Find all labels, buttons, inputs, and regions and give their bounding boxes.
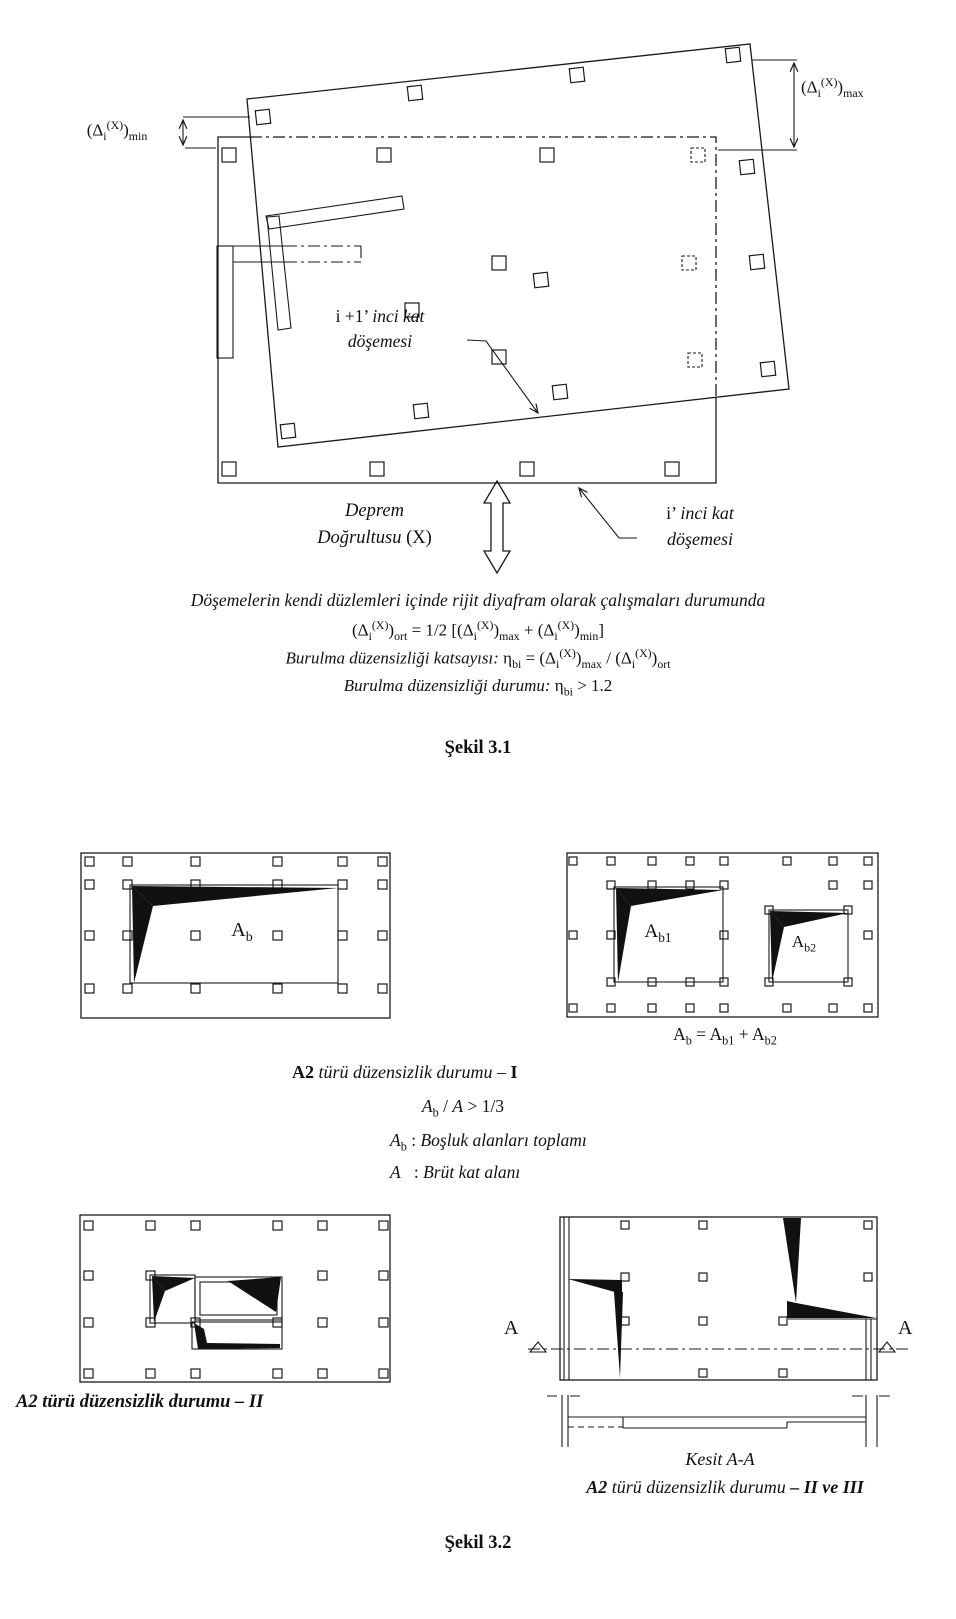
plan-a2-ii-iii xyxy=(528,1217,908,1380)
sekil-3-1-plan-figure xyxy=(183,44,797,573)
floor-plan-outline xyxy=(80,1215,390,1382)
figure-caption-3-2: Şekil 3.2 xyxy=(444,1533,512,1553)
opening-area-2-label: $A_{b2}$ xyxy=(791,932,817,955)
earthquake-direction-label: Deprem Doğrultusu (X) xyxy=(317,501,432,548)
earthquake-direction-arrow xyxy=(484,481,510,573)
case-ii-title: A2 türü düzensizlik durumu – II xyxy=(16,1392,264,1412)
floor-plan-outline xyxy=(560,1217,877,1380)
case-ii-iii-title: A2 türü düzensizlik durumu – II ve III xyxy=(586,1477,864,1497)
dimension-label-min: $(\Delta_i^{(X)})_{min}$ xyxy=(86,118,148,144)
note-line-4: Burulma düzensizliği durumu: $\eta_{bi} > 1.2$ xyxy=(343,676,613,699)
dimension-label-max: $(\Delta_i^{(X)})_{max}$ xyxy=(801,75,864,101)
opening-sum-formula: $A_b = A_{b1} + A_{b2}$ xyxy=(673,1024,777,1048)
columns-upper-slab xyxy=(255,47,775,438)
columns-hidden xyxy=(682,148,705,367)
opening-area-label: $A_b$ xyxy=(231,919,253,945)
definition-ab: $A_b$ : Boşluk alanları toplamı xyxy=(390,1130,587,1154)
definition-a: A : Brüt kat alanı xyxy=(390,1162,521,1182)
lower-slab-leader-arrow xyxy=(579,488,637,538)
section-mark-right: A xyxy=(898,1317,913,1339)
plan-a2-ii xyxy=(80,1215,390,1382)
upper-slab-label: i +1’ inci kat döşemesi xyxy=(335,306,425,352)
section-caption: Kesit A-A xyxy=(685,1449,755,1469)
lower-slab-label: i’ inci kat döşemesi xyxy=(666,503,734,550)
section-mark-left: A xyxy=(504,1317,519,1339)
min-dimension xyxy=(183,117,250,148)
note-line-2: $(\Delta_i^{(X)})_{ort} = 1/2$ $[(\Delta_i^{(X)})_{max} + (\Delta_i^{(X)})_{min}]$ xyxy=(352,618,604,644)
section-a-a xyxy=(547,1395,890,1447)
section-cut-line xyxy=(528,1342,908,1352)
case-i-title: A2 türü düzensizlik durumu – I xyxy=(292,1062,518,1082)
note-line-1: Döşemelerin kendi düzlemleri içinde rijit diyafram olarak çalışmaları durumunda xyxy=(190,590,766,610)
area-ratio-formula: $A_b / A > 1/3$ xyxy=(421,1096,505,1120)
figure-caption-3-1: Şekil 3.1 xyxy=(444,738,512,758)
upper-slab-leader-arrow xyxy=(467,340,538,413)
opening-area-1-label: $A_{b1}$ xyxy=(644,921,672,945)
note-line-3: Burulma düzensizliği katsayısı: $\eta_{bi} = (\Delta_i^{(X)})_{max} / (\Delta_i^{(X)})_{ort}$ xyxy=(285,646,671,672)
upper-slab-outline xyxy=(247,44,789,447)
